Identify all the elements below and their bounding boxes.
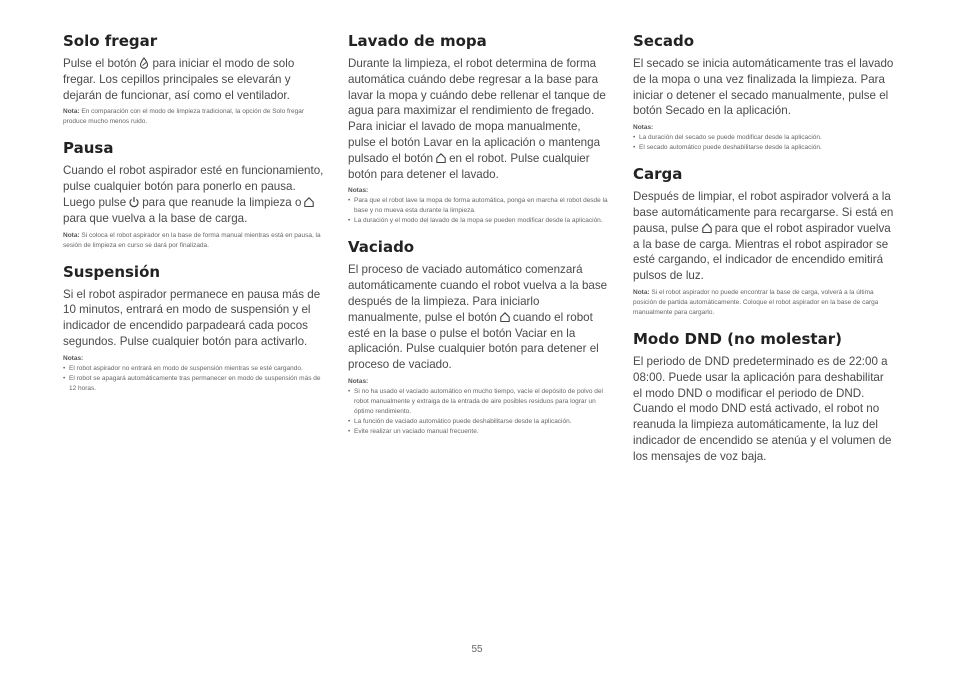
note-item: • La duración y el modo del lavado de la mopa se pueden modificar desde la aplicación. [348,216,610,226]
notes-title: Notas: [348,377,369,385]
section-pausa [63,137,325,250]
notes-block [348,377,610,437]
section-title: Secado [633,32,695,50]
section-body: Después de limpiar, el robot aspirador volverá a la base automáticamente para recargarse. Si está en pausa, pulse para que el robot aspirador vuelva a la base de carga. Mientras el robot aspirador se esté cargando, el indicador de encendido emitirá pulsos de luz. [633,190,894,283]
notes-title: Notas: [348,187,369,195]
left-column [63,30,325,404]
mop-drop-icon [138,57,150,69]
middle-column [348,30,610,447]
section-secado [633,30,895,153]
section-body: Pulse el botón para iniciar el modo de solo fregar. Los cepillos principales se elevarán y dejarán de funcionar, así como el ventilador. [63,57,295,102]
note-item: • Si no ha usado el vaciado automático en mucho tiempo, vacíe el depósito de polvo del robot manualmente y extraiga de la entrada de aire posibles residuos para lograr un óptimo rendimiento. [348,387,610,417]
section-suspension [63,261,325,394]
section-body: Si el robot aspirador permanece en pausa más de 10 minutos, entrará en modo de suspensión y el indicador de encendido parpadeará cada pocos segundos. Pulse cualquier botón para activarlo. [63,287,321,348]
home-icon [701,222,713,234]
section-vaciado [348,236,610,437]
note-item: • La función de vaciado automático puede deshabilitarse desde la aplicación. [348,417,610,427]
notes-block [633,123,895,153]
section-lavado-de-mopa [348,30,610,226]
notes-block [63,354,325,394]
note-item: • El robot se apagará automáticamente tras permanecer en modo de suspensión más de 12 horas. [63,374,325,394]
section-body: El secado se inicia automáticamente tras el lavado de la mopa o una vez finalizada la limpieza. Para iniciar o detener el secado manualmente, pulse el botón Secado en la aplicación. [633,57,894,118]
section-carga [633,163,895,318]
home-icon [499,311,511,323]
section-body: Durante la limpieza, el robot determina de forma automática cuándo debe regresar a la base para lavar la mopa y cuándo debe rellenar el tanque de agua para maximizar el rendimiento de fregado. Para iniciar el lavado de mopa manualmente, pulse el botón Lavar en la aplicación o mantenga pulsado el botón en el robot. Pulse cualquier botón para detener el lavado. [348,57,606,181]
note-item: • El robot aspirador no entrará en modo de suspensión mientras se esté cargando. [63,364,325,374]
section-modo-dnd [633,328,895,465]
note-item: • Para que el robot lave la mopa de forma automática, ponga en marcha el robot desde la base y no mueva esta durante la limpieza. [348,196,610,216]
section-body: El proceso de vaciado automático comenzará automáticamente cuando el robot vuelva a la base después de la limpieza. Para iniciarlo manualmente, pulse el botón cuando el robot esté en la base o pulse el botón Vaciar en la aplicación. Pulse cualquier botón para detener el proceso de vaciado. [348,263,608,372]
page-number: 55 [471,644,483,655]
right-column [633,30,895,475]
home-icon [303,196,315,208]
power-icon [128,196,140,208]
notes-title: Notas: [63,354,84,362]
section-title: Pausa [63,139,114,158]
notes-block [348,186,610,226]
section-title: Suspensión [63,262,161,281]
note: Nota: Si coloca el robot aspirador en la base de forma manual mientras está en pausa, la sesión de limpieza en curso se dará por finalizada. [63,231,321,249]
section-title: Carga [633,165,683,184]
section-body: El periodo de DND predeterminado es de 22:00 a 08:00. Puede usar la aplicación para deshabilitar el modo DND o modificar el periodo de DND. Cuando el modo DND está activado, el robot no reanuda la limpieza automáticamente, la luz del indicador de encendido se atenúa y el volumen de los mensajes de voz baja. [633,354,892,463]
note-item: • La duración del secado se puede modificar desde la aplicación. [633,133,895,143]
section-title: Vaciado [348,238,415,257]
note-item: • El secado automático puede deshabilitarse desde la aplicación. [633,143,895,153]
notes-title: Notas: [633,124,654,132]
note: Nota: Si el robot aspirador no puede encontrar la base de carga, volverá a la última posición de partida automáticamente. Coloque el robot aspirador en la base de carga manualmente para cargarlo. [633,288,879,316]
section-body: Cuando el robot aspirador esté en funcionamiento, pulse cualquier botón para ponerlo en pausa. Luego pulse para que reanude la limpieza o para que vuelva a la base de carga. [63,164,324,225]
section-title: Modo DND (no molestar) [633,329,842,348]
note: Nota: En comparación con el modo de limpieza tradicional, la opción de Solo fregar produce mucho menos ruido. [63,108,304,126]
note-item: • Evite realizar un vaciado manual frecuente. [348,427,610,437]
home-icon [435,152,447,164]
section-title: Solo fregar [63,32,158,50]
section-title: Lavado de mopa [348,32,487,50]
section-solo-fregar [63,30,325,127]
